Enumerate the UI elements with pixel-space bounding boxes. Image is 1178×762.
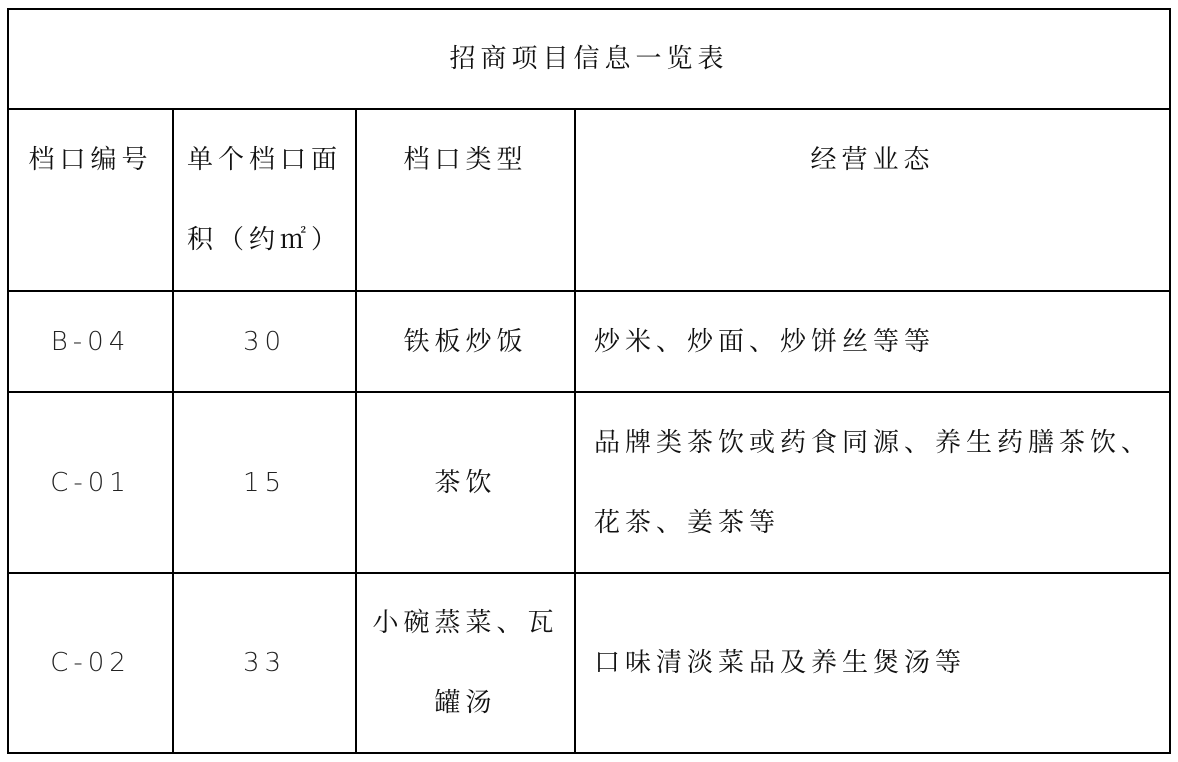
cell-business: 炒米、炒面、炒饼丝等等 [575, 291, 1170, 392]
header-business: 经营业态 [575, 109, 1170, 291]
table-row [8, 291, 1170, 392]
cell-stall-no: B-04 [8, 291, 173, 392]
table-row [8, 392, 1170, 573]
header-stall-no: 档口编号 [8, 109, 173, 291]
header-stall-type: 档口类型 [356, 109, 575, 291]
header-row [8, 109, 1170, 291]
cell-stall-no: C-01 [8, 392, 173, 573]
header-area-line1: 单个档口面 [186, 145, 342, 175]
cell-stall-type: 小碗蒸菜、瓦罐汤 [356, 573, 575, 753]
cell-area: 33 [173, 573, 356, 753]
cell-stall-no: C-02 [8, 573, 173, 753]
table-row [8, 573, 1170, 753]
table-title: 招商项目信息一览表 [8, 9, 1170, 109]
cell-area: 15 [173, 392, 356, 573]
cell-area: 30 [173, 291, 356, 392]
title-row [8, 9, 1170, 109]
recruitment-info-table [7, 8, 1171, 754]
cell-stall-type: 茶饮 [356, 392, 575, 573]
cell-business: 口味清淡菜品及养生煲汤等 [575, 573, 1170, 753]
header-area [173, 109, 356, 291]
header-area-line2: 积（约㎡） [186, 225, 342, 255]
cell-stall-type: 铁板炒饭 [356, 291, 575, 392]
cell-business: 品牌类茶饮或药食同源、养生药膳茶饮、花茶、姜茶等 [575, 392, 1170, 573]
